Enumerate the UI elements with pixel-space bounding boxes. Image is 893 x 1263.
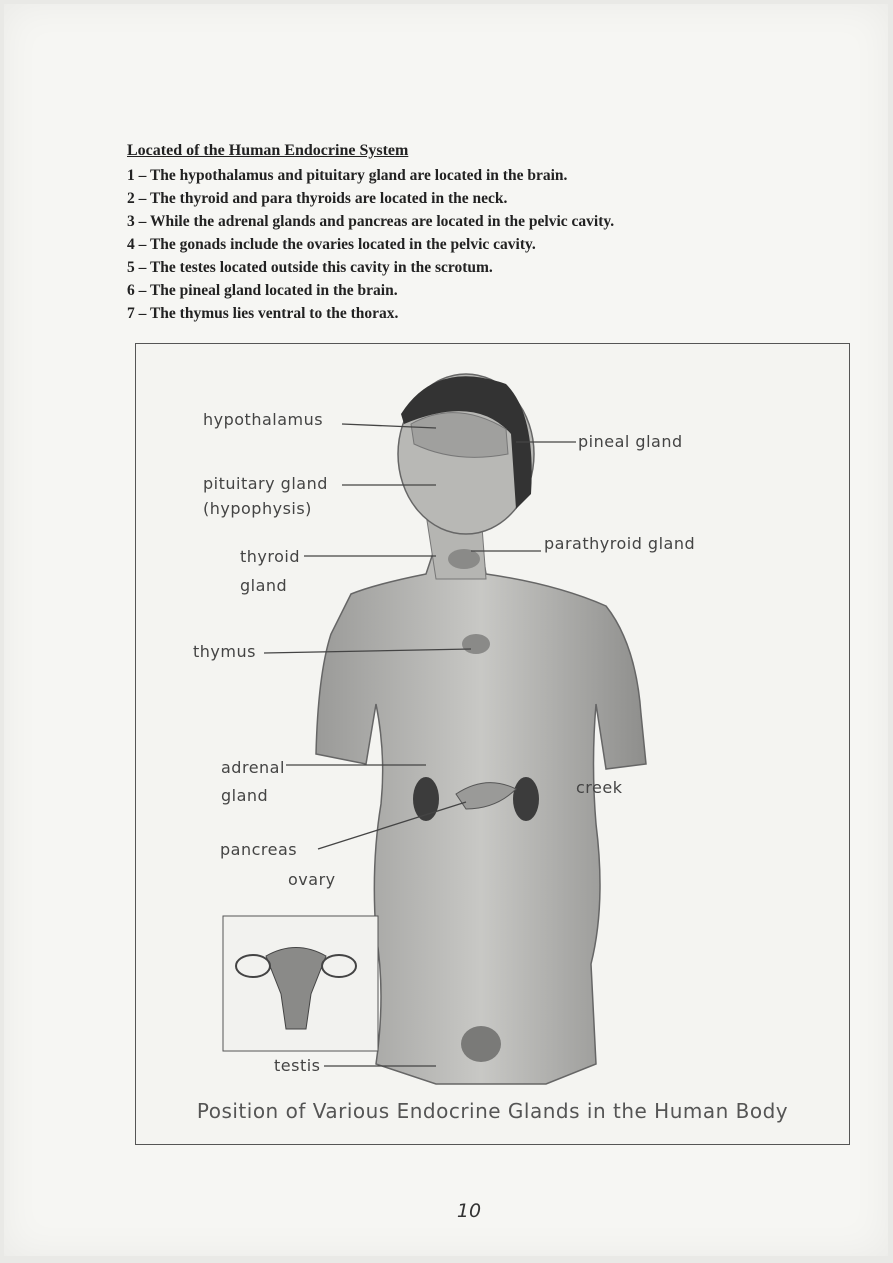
label-thyroid: thyroid (240, 547, 300, 566)
label-creek: creek (576, 778, 623, 797)
section-heading: Located of the Human Endocrine System (127, 142, 409, 159)
label-adrenal: adrenal (221, 758, 285, 777)
label-hypothalamus: hypothalamus (203, 410, 324, 429)
thymus-shape (462, 634, 490, 654)
testis-shape (461, 1026, 501, 1062)
endocrine-diagram (135, 343, 850, 1145)
label-pancreas: pancreas (220, 840, 298, 859)
document-page (4, 4, 888, 1256)
label-testis: testis (274, 1056, 321, 1075)
page-number: 10 (456, 1200, 482, 1222)
list-item: 5 – The testes located outside this cavity in the scrotum. (127, 259, 493, 276)
list-item: 6 – The pineal gland located in the brain. (127, 282, 398, 299)
list-item: 2 – The thyroid and para thyroids are located in the neck. (127, 190, 508, 207)
label-pineal-gland: pineal gland (578, 432, 683, 451)
adrenal-right-shape (513, 777, 539, 821)
facts-list (127, 164, 614, 325)
list-item: 3 – While the adrenal glands and pancreas are located in the pelvic cavity. (127, 213, 615, 230)
list-item: 1 – The hypothalamus and pituitary gland are located in the brain. (127, 167, 568, 184)
list-item: 7 – The thymus lies ventral to the thorax. (127, 305, 399, 322)
figure-caption: Position of Various Endocrine Glands in the Human Body (196, 1099, 789, 1123)
label-pituitary-gland: pituitary gland (203, 474, 328, 493)
thyroid-shape (448, 549, 480, 569)
label-thymus: thymus (193, 642, 256, 661)
human-body-illustration (136, 344, 849, 1144)
label-ovary: ovary (288, 870, 336, 889)
label-parathyroid-gland: parathyroid gland (544, 534, 696, 553)
list-item: 4 – The gonads include the ovaries located in the pelvic cavity. (127, 236, 536, 253)
label-thyroid-gland: gland (240, 576, 288, 595)
label-adrenal-gland: gland (221, 786, 269, 805)
label-hypophysis: (hypophysis) (203, 499, 312, 518)
